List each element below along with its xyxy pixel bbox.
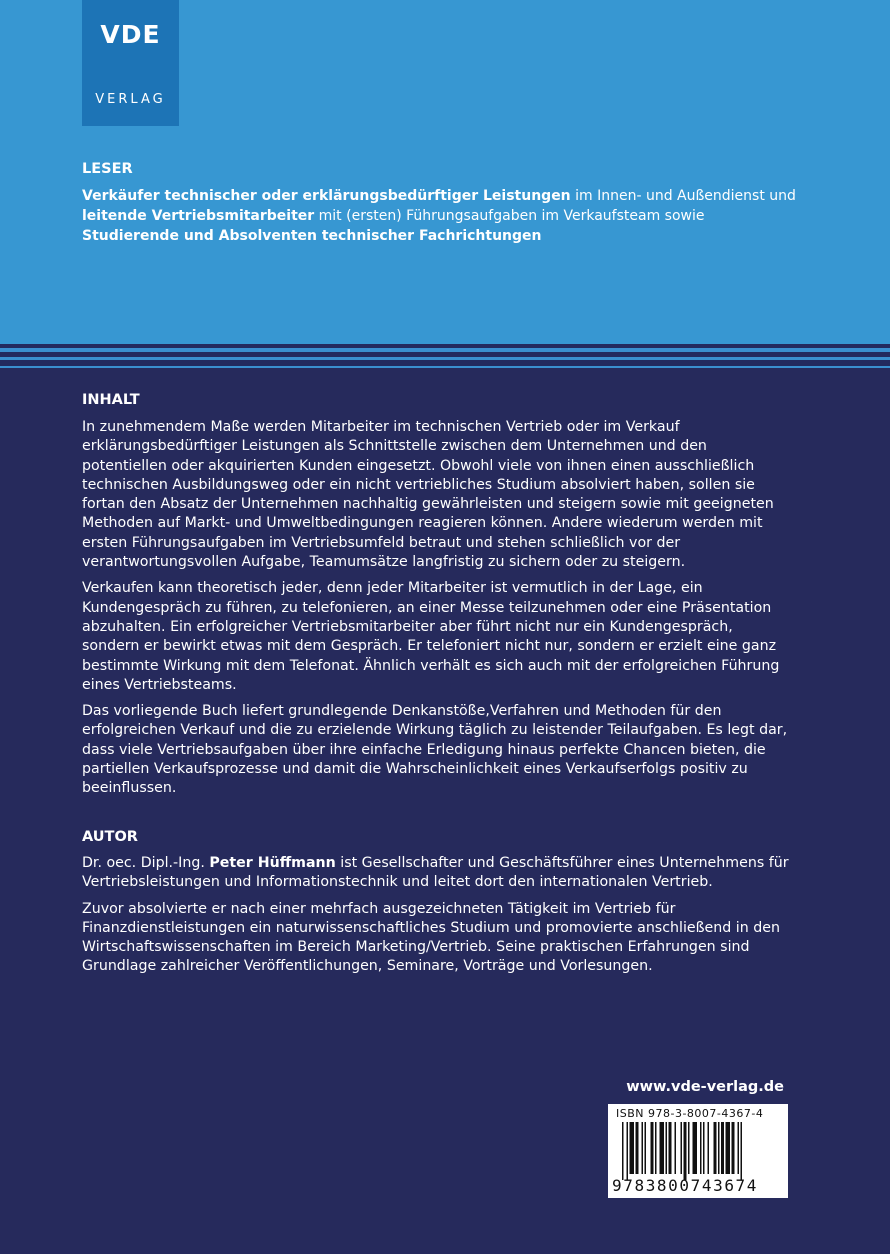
autor-bio: ist Gesellschafter und Geschäftsführer eines Unternehmens für Vertriebsleistungen und Informationstechnik und leitet dort den internationalen Vertrieb. xyxy=(82,855,789,891)
barcode-bar xyxy=(726,1122,731,1174)
inhalt-paragraph-2: Verkaufen kann theoretisch jeder, denn jeder Mitarbeiter ist vermutlich in der Lage, ein Kundengespräch zu führen, zu telefonieren, an einer Messe teilzunehmen oder eine Präsentation abzuhalten. Ein erfolgreicher Vertriebsmitarbeiter aber führt nicht nur ein Kundengespräch, sondern er bewirkt etwas mit dem Gespräch. Er telefoniert nicht nur, sondern er erzielt eine ganz bestimmte Wirkung mit dem Telefonat. Ähnlich verhält es sich auch mit der erfolgreichen Führung eines Vertriebsteams. xyxy=(82,580,780,693)
vde-verlag-logo xyxy=(82,0,179,126)
barcode-bar xyxy=(622,1122,624,1180)
leser-text-1: im Innen- und Außendienst und xyxy=(570,188,796,204)
autor-title: Dr. oec. Dipl.-Ing. xyxy=(82,855,210,871)
barcode-bar xyxy=(651,1122,654,1174)
barcode-bar xyxy=(681,1122,683,1174)
barcode-bar xyxy=(655,1122,657,1174)
barcode-bar xyxy=(721,1122,724,1174)
barcode-bar xyxy=(688,1122,690,1174)
inhalt-heading: INHALT xyxy=(82,392,140,408)
inhalt-body xyxy=(82,418,794,806)
inhalt-paragraph-1: In zunehmendem Maße werden Mitarbeiter im technischen Vertrieb oder im Verkauf erklärungsbedürftiger Leistungen als Schnittstelle zwischen dem Unternehmen und den potentiellen oder akquirierten Kunden eingesetzt. Obwohl viele von ihnen einen ausschließlich technischen Ausbildungsweg oder ein nicht vertriebliches Studium absolviert haben, sollen sie fortan den Absatz der Unternehmen nachhaltig gewährleisten und steigern sowie mit geeigneten Methoden auf Markt- und Umweltbedingungen reagieren können. Andere wiederum werden mit ersten Führungsaufgaben im Vertriebsumfeld betraut und stehen schließlich vor der verantwortungsvollen Aufgabe, Teamumsätze langfristig zu sichern oder zu steigern. xyxy=(82,419,774,571)
barcode-bar xyxy=(693,1122,698,1174)
autor-heading: AUTOR xyxy=(82,829,138,845)
decorative-stripes xyxy=(0,344,890,380)
leser-bold-3: Studierende und Absolventen technischer Fachrichtungen xyxy=(82,228,542,244)
leser-paragraph xyxy=(82,186,802,246)
barcode-bar xyxy=(636,1122,639,1174)
barcode-bar xyxy=(718,1122,720,1174)
barcode-bar xyxy=(738,1122,740,1174)
barcode-bar xyxy=(666,1122,668,1174)
barcode-bar xyxy=(675,1122,677,1174)
barcode-bar xyxy=(645,1122,647,1174)
barcode-bar xyxy=(708,1122,710,1174)
publisher-website: www.vde-verlag.de xyxy=(626,1079,784,1095)
leser-bold-1: Verkäufer technischer oder erklärungsbedürftiger Leistungen xyxy=(82,188,571,204)
leser-bold-2: leitende Vertriebsmitarbeiter xyxy=(82,208,315,224)
barcode-bar xyxy=(741,1122,743,1180)
autor-paragraph-1 xyxy=(82,854,794,893)
autor-body xyxy=(82,854,794,984)
barcode-bar xyxy=(630,1122,635,1174)
isbn-barcode xyxy=(608,1104,788,1198)
autor-name: Peter Hüffmann xyxy=(209,855,336,871)
barcode-bar xyxy=(700,1122,702,1174)
barcode-bar xyxy=(732,1122,735,1174)
barcode-bar xyxy=(642,1122,644,1174)
barcode-bar xyxy=(660,1122,665,1174)
barcode-bar xyxy=(669,1122,672,1174)
inhalt-paragraph-3: Das vorliegende Buch liefert grundlegende Denkanstöße,Verfahren und Methoden für den erfolgreichen Verkauf und die zu erzielende Wirkung täglich zu leistender Teilaufgaben. Es legt dar, dass viele Vertriebsaufgaben über ihre einfache Erledigung hinaus perfekte Chancen bieten, die partiellen Verkaufsprozesse und damit die Wahrscheinlichkeit eines Verkaufserfolgs positiv zu beeinflussen. xyxy=(82,703,788,797)
isbn-number: ISBN 978-3-8007-4367-4 xyxy=(616,1107,764,1120)
logo-subtitle: VERLAG xyxy=(95,92,166,107)
barcode-bar xyxy=(627,1122,629,1180)
leser-text-2: mit (ersten) Führungsaufgaben im Verkaufsteam sowie xyxy=(314,208,705,224)
barcode-digits: 9783800743674 xyxy=(612,1176,759,1195)
barcode-bar xyxy=(684,1122,687,1180)
leser-heading: LESER xyxy=(82,161,133,177)
barcode-bar xyxy=(703,1122,705,1174)
autor-paragraph-2: Zuvor absolvierte er nach einer mehrfach ausgezeichneten Tätigkeit im Vertrieb für Finanzdienstleistungen ein naturwissenschaftliches Studium und promovierte anschließend in den Wirtschaftswissenschaften im Bereich Marketing/Vertrieb. Seine praktischen Erfahrungen sind Grundlage zahlreicher Veröffentlichungen, Seminare, Vorträge und Vorlesungen. xyxy=(82,900,780,975)
logo-brand: VDE xyxy=(100,20,161,49)
barcode-bar xyxy=(714,1122,717,1174)
